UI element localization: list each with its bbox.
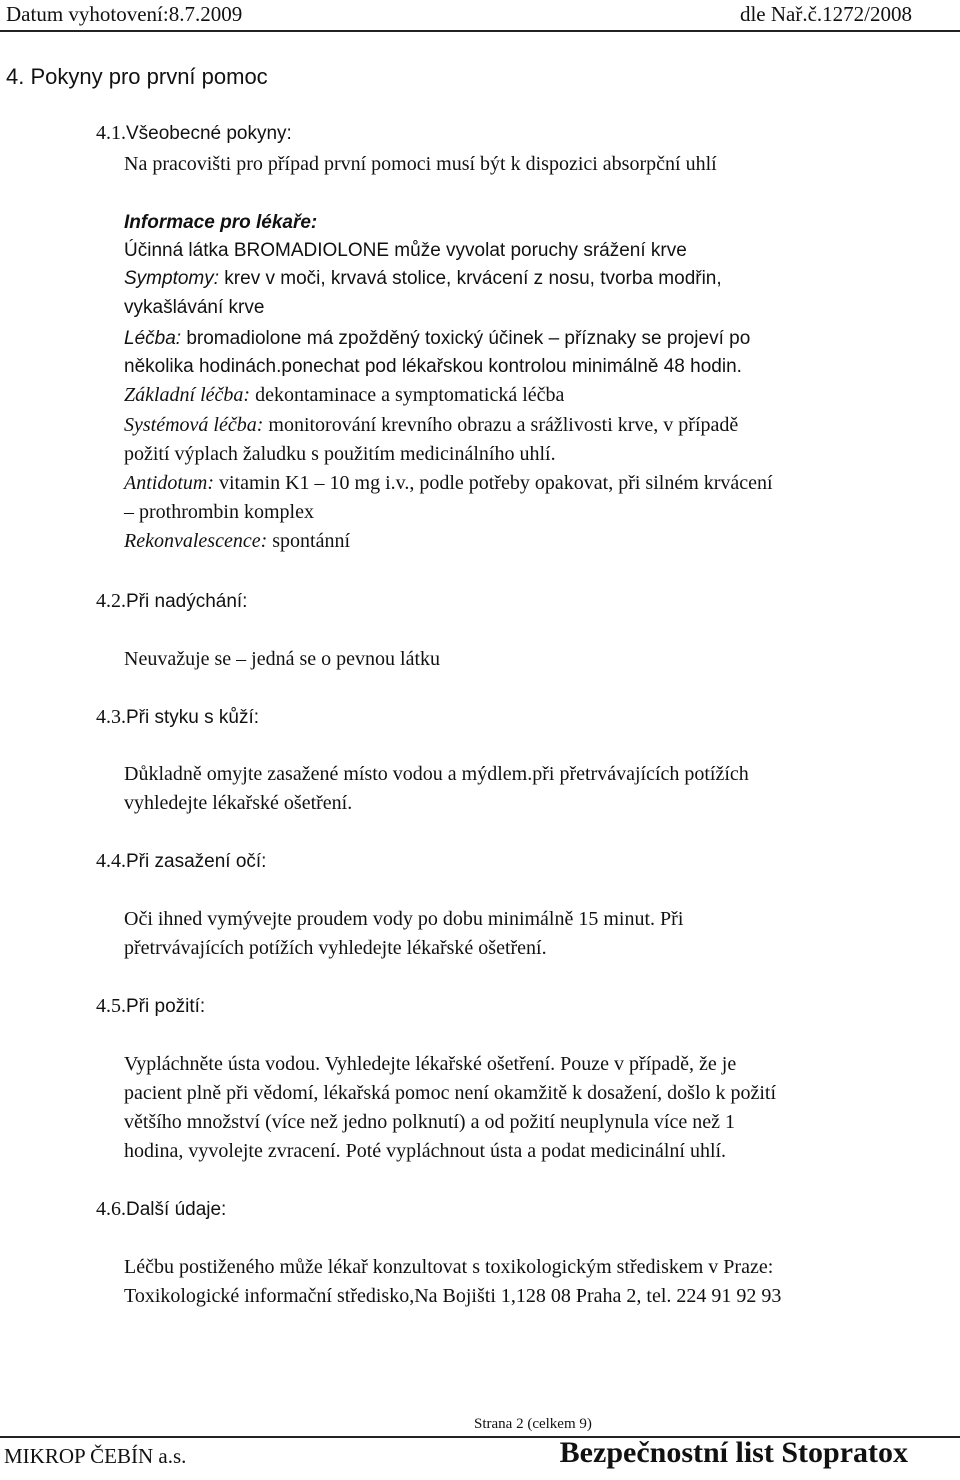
symptoms-line	[124, 268, 722, 290]
s46-num: 4.6.	[96, 1198, 126, 1220]
s42-title: Při nadýchání:	[126, 591, 248, 612]
antidote-text2: – prothrombin komplex	[124, 501, 314, 523]
s44-title: Při zasažení očí:	[126, 851, 267, 872]
s41-heading	[96, 122, 292, 145]
header-rule	[0, 30, 960, 32]
symptoms-text: krev v moči, krvavá stolice, krvácení z nosu, tvorba modřin,	[219, 268, 722, 289]
basic-line	[124, 384, 564, 407]
footer-page: Strana 2 (celkem 9)	[474, 1416, 592, 1432]
s42-text: Neuvažuje se – jedná se o pevnou látku	[124, 648, 441, 670]
systemic-text: monitorování krevního obrazu a srážlivosti krve, v případě	[263, 414, 739, 436]
antidote-label: Antidotum:	[124, 472, 214, 494]
s44-heading	[96, 850, 266, 873]
treatment-text: bromadiolone má zpožděný toxický účinek – příznaky se projeví po	[181, 328, 751, 349]
s45-text3: většího množství (více než jedno polknutí) a od požití neuplynula více než 1	[124, 1111, 735, 1133]
systemic-line	[124, 414, 738, 437]
s46-heading	[96, 1198, 226, 1221]
info-text: Účinná látka BROMADIOLONE může vyvolat poruchy srážení krve	[124, 240, 687, 261]
recovery-line	[124, 530, 350, 553]
s46-title: Další údaje:	[126, 1199, 227, 1220]
s44-text2: přetrvávajících potížích vyhledejte lékařské ošetření.	[124, 937, 547, 959]
section-title: 4. Pokyny pro první pomoc	[6, 64, 268, 89]
s45-text4: hodina, vyvolejte zvracení. Poté vypláchnout ústa a podat medicinální uhlí.	[124, 1140, 727, 1162]
basic-label: Základní léčba:	[124, 384, 251, 406]
antidote-line	[124, 472, 773, 495]
symptoms-label: Symptomy:	[124, 268, 220, 289]
s46-text1: Léčbu postiženého může lékař konzultovat s toxikologickým střediskem v Praze:	[124, 1256, 774, 1278]
s41-num: 4.1.	[96, 122, 126, 144]
s43-num: 4.3.	[96, 706, 126, 728]
systemic-label: Systémová léčba:	[124, 414, 264, 436]
symptoms-text2: vykašlávání krve	[124, 297, 265, 318]
s42-heading	[96, 590, 247, 613]
s46-text2: Toxikologické informační středisko,Na Bojišti 1,128 08 Praha 2, tel. 224 91 92 93	[124, 1285, 782, 1307]
header-regulation: dle Nař.č.1272/2008	[739, 2, 912, 26]
recovery-label: Rekonvalescence:	[124, 530, 268, 552]
s44-num: 4.4.	[96, 850, 126, 872]
treatment-label: Léčba:	[124, 328, 182, 349]
treatment-line	[124, 328, 750, 350]
s43-text2: vyhledejte lékařské ošetření.	[124, 792, 353, 814]
s41-title: Všeobecné pokyny:	[126, 123, 292, 144]
systemic-text2: požití výplach žaludku s použitím medicinálního uhlí.	[124, 443, 556, 465]
s41-line1: Na pracovišti pro případ první pomoci musí být k dispozici absorpční uhlí	[124, 153, 717, 175]
footer-company: MIKROP ČEBÍN a.s.	[4, 1444, 187, 1468]
s45-text1: Vypláchněte ústa vodou. Vyhledejte lékařské ošetření. Pouze v případě, že je	[124, 1053, 737, 1075]
info-label: Informace pro lékaře:	[124, 212, 318, 233]
recovery-text: spontánní	[267, 530, 351, 552]
footer-doc-title: Bezpečnostní list Stopratox	[559, 1436, 908, 1469]
s43-heading	[96, 706, 259, 729]
s43-title: Při styku s kůží:	[126, 707, 260, 728]
s44-text1: Oči ihned vymývejte proudem vody po dobu minimálně 15 minut. Při	[124, 908, 684, 930]
s45-heading	[96, 995, 205, 1018]
s45-text2: pacient plně při vědomí, lékařská pomoc není okamžitě k dosažení, došlo k požití	[124, 1082, 777, 1104]
s43-text1: Důkladně omyjte zasažené místo vodou a mýdlem.při přetrvávajících potížích	[124, 763, 749, 785]
header-date: Datum vyhotovení:8.7.2009	[6, 2, 243, 26]
treatment-text2: několika hodinách.ponechat pod lékařskou kontrolou minimálně 48 hodin.	[124, 356, 742, 377]
antidote-text: vitamin K1 – 10 mg i.v., podle potřeby opakovat, při silném krvácení	[214, 472, 773, 494]
s45-title: Při požití:	[126, 996, 206, 1017]
s42-num: 4.2.	[96, 590, 126, 612]
s45-num: 4.5.	[96, 995, 126, 1017]
basic-text: dekontaminace a symptomatická léčba	[250, 384, 565, 406]
